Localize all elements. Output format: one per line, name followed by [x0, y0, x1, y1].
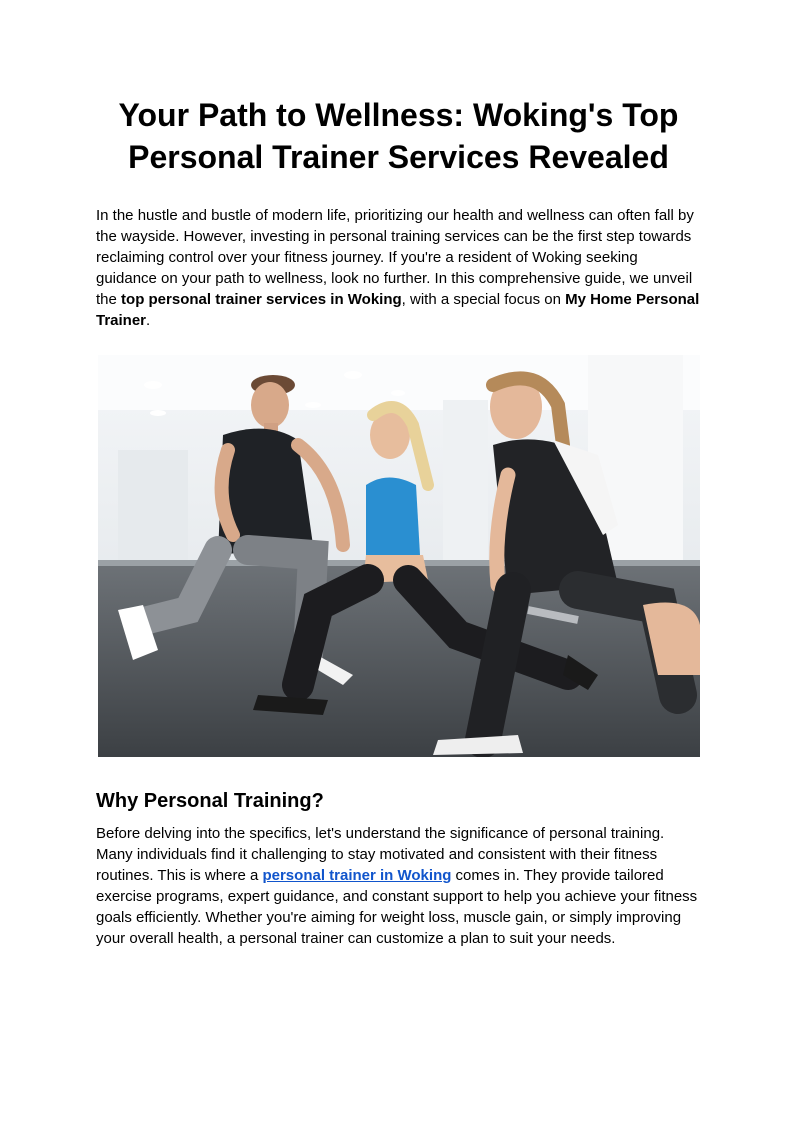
personal-trainer-woking-link[interactable]: personal trainer in Woking	[262, 867, 452, 884]
intro-bold-services: top personal trainer services in Woking	[121, 291, 402, 308]
intro-text-3: .	[146, 312, 151, 329]
hero-photo	[98, 355, 700, 757]
section-text-1: Before delving into the specifics, let's understand the significance of personal training. Many individuals find it challenging to stay motivated and consistent with their fitness routines. This is where a	[96, 825, 665, 884]
section-heading-why-personal-training: Why Personal Training?	[96, 790, 324, 812]
gym-training-photo-icon	[98, 355, 700, 757]
page-title: Your Path to Wellness: Woking's Top Personal Trainer Services Revealed	[118, 97, 679, 175]
section-paragraph	[96, 823, 701, 949]
intro-text-1: In the hustle and bustle of modern life, prioritizing our health and wellness can often fall by the wayside. However, investing in personal training services can be the first step towards reclaiming control over your fitness journey. If you're a resident of Woking seeking guidance on your path to wellness, look no further. In this comprehensive guide, we unveil the	[96, 207, 694, 308]
intro-paragraph	[96, 205, 701, 331]
intro-bold-brand: My Home Personal Trainer	[96, 291, 700, 329]
intro-text-2: , with a special focus on	[401, 291, 566, 308]
section-text-2: comes in. They provide tailored exercise programs, expert guidance, and constant support to help you achieve your fitness goals efficiently. Whether you're aiming for weight loss, muscle gain, or simply improving your overall health, a personal trainer can customize a plan to suit your needs.	[96, 867, 698, 947]
